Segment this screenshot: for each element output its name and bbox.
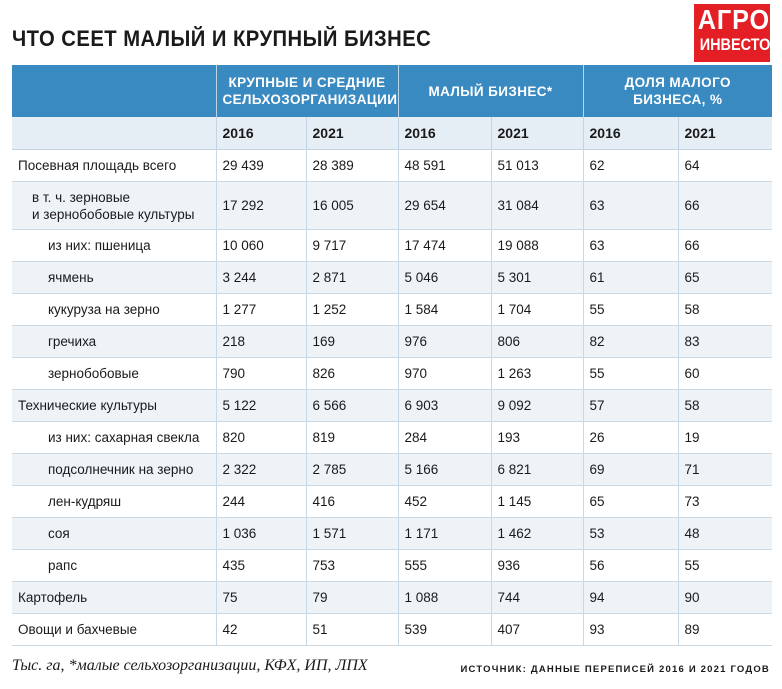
- row-label: Картофель: [12, 582, 216, 614]
- value-cell: 31 084: [491, 182, 583, 230]
- value-cell: 790: [216, 358, 306, 390]
- value-cell: 1 036: [216, 518, 306, 550]
- value-cell: 65: [678, 262, 772, 294]
- year-cell: 2016: [583, 117, 678, 150]
- value-cell: 244: [216, 486, 306, 518]
- year-cell: 2016: [216, 117, 306, 150]
- value-cell: 90: [678, 582, 772, 614]
- value-cell: 284: [398, 422, 491, 454]
- value-cell: 435: [216, 550, 306, 582]
- row-label: гречиха: [12, 326, 216, 358]
- value-cell: 64: [678, 150, 772, 182]
- value-cell: 806: [491, 326, 583, 358]
- value-cell: 753: [306, 550, 398, 582]
- value-cell: 970: [398, 358, 491, 390]
- row-label: кукуруза на зерно: [12, 294, 216, 326]
- table-row: [12, 582, 772, 614]
- table-row: [12, 262, 772, 294]
- table-row: [12, 230, 772, 262]
- row-label: соя: [12, 518, 216, 550]
- table-row: [12, 182, 772, 230]
- value-cell: 2 322: [216, 454, 306, 486]
- value-cell: 539: [398, 614, 491, 646]
- year-cell: 2021: [491, 117, 583, 150]
- value-cell: 17 292: [216, 182, 306, 230]
- value-cell: 19 088: [491, 230, 583, 262]
- value-cell: 744: [491, 582, 583, 614]
- source-note: ИСТОЧНИК: ДАННЫЕ ПЕРЕПИСЕЙ 2016 И 2021 ГОДОВ: [460, 664, 770, 675]
- value-cell: 820: [216, 422, 306, 454]
- value-cell: 1 571: [306, 518, 398, 550]
- value-cell: 16 005: [306, 182, 398, 230]
- value-cell: 51: [306, 614, 398, 646]
- data-table: [12, 65, 772, 646]
- value-cell: 1 462: [491, 518, 583, 550]
- value-cell: 63: [583, 182, 678, 230]
- value-cell: 53: [583, 518, 678, 550]
- table-row: [12, 294, 772, 326]
- value-cell: 976: [398, 326, 491, 358]
- value-cell: 5 301: [491, 262, 583, 294]
- value-cell: 169: [306, 326, 398, 358]
- value-cell: 6 821: [491, 454, 583, 486]
- years-row: [12, 117, 772, 150]
- table-row: [12, 422, 772, 454]
- value-cell: 48: [678, 518, 772, 550]
- value-cell: 9 092: [491, 390, 583, 422]
- value-cell: 1 088: [398, 582, 491, 614]
- row-label: Технические культуры: [12, 390, 216, 422]
- page-title: ЧТО СЕЕТ МАЛЫЙ И КРУПНЫЙ БИЗНЕС: [12, 26, 432, 51]
- row-label: Посевная площадь всего: [12, 150, 216, 182]
- year-cell: 2016: [398, 117, 491, 150]
- value-cell: 58: [678, 294, 772, 326]
- value-cell: 63: [583, 230, 678, 262]
- row-label: в т. ч. зерновые и зернобобовые культуры: [12, 182, 216, 230]
- value-cell: 1 584: [398, 294, 491, 326]
- value-cell: 55: [583, 294, 678, 326]
- row-label: подсолнечник на зерно: [12, 454, 216, 486]
- table-row: [12, 614, 772, 646]
- value-cell: 48 591: [398, 150, 491, 182]
- value-cell: 89: [678, 614, 772, 646]
- value-cell: 83: [678, 326, 772, 358]
- value-cell: 61: [583, 262, 678, 294]
- value-cell: 58: [678, 390, 772, 422]
- value-cell: 66: [678, 182, 772, 230]
- value-cell: 73: [678, 486, 772, 518]
- value-cell: 407: [491, 614, 583, 646]
- value-cell: 69: [583, 454, 678, 486]
- value-cell: 19: [678, 422, 772, 454]
- value-cell: 71: [678, 454, 772, 486]
- value-cell: 826: [306, 358, 398, 390]
- row-label: зернобобовые: [12, 358, 216, 390]
- table-row: [12, 358, 772, 390]
- value-cell: 1 171: [398, 518, 491, 550]
- year-cell: 2021: [306, 117, 398, 150]
- value-cell: 6 903: [398, 390, 491, 422]
- table-row: [12, 150, 772, 182]
- row-label: из них: сахарная свекла: [12, 422, 216, 454]
- row-label: рапс: [12, 550, 216, 582]
- value-cell: 79: [306, 582, 398, 614]
- value-cell: 452: [398, 486, 491, 518]
- value-cell: 555: [398, 550, 491, 582]
- value-cell: 56: [583, 550, 678, 582]
- value-cell: 51 013: [491, 150, 583, 182]
- row-label: ячмень: [12, 262, 216, 294]
- value-cell: 26: [583, 422, 678, 454]
- table-row: [12, 518, 772, 550]
- value-cell: 66: [678, 230, 772, 262]
- value-cell: 5 166: [398, 454, 491, 486]
- value-cell: 819: [306, 422, 398, 454]
- value-cell: 5 046: [398, 262, 491, 294]
- value-cell: 65: [583, 486, 678, 518]
- header-blank: [12, 65, 216, 117]
- value-cell: 75: [216, 582, 306, 614]
- value-cell: 62: [583, 150, 678, 182]
- header-small-business: МАЛЫЙ БИЗНЕС*: [398, 65, 583, 117]
- value-cell: 3 244: [216, 262, 306, 294]
- header-large-orgs: КРУПНЫЕ И СРЕДНИЕ СЕЛЬХОЗОРГАНИЗАЦИИ: [216, 65, 398, 117]
- row-label: из них: пшеница: [12, 230, 216, 262]
- units-note: Тыс. га, *малые сельхозорганизации, КФХ, ИП, ЛПХ: [12, 657, 368, 674]
- value-cell: 218: [216, 326, 306, 358]
- value-cell: 55: [583, 358, 678, 390]
- value-cell: 55: [678, 550, 772, 582]
- value-cell: 28 389: [306, 150, 398, 182]
- value-cell: 60: [678, 358, 772, 390]
- value-cell: 416: [306, 486, 398, 518]
- value-cell: 1 252: [306, 294, 398, 326]
- row-label: Овощи и бахчевые: [12, 614, 216, 646]
- value-cell: 10 060: [216, 230, 306, 262]
- value-cell: 29 654: [398, 182, 491, 230]
- value-cell: 936: [491, 550, 583, 582]
- value-cell: 2 871: [306, 262, 398, 294]
- table-row: [12, 454, 772, 486]
- row-label: лен-кудряш: [12, 486, 216, 518]
- logo-line-1: АГРО: [697, 4, 770, 35]
- table-row: [12, 326, 772, 358]
- value-cell: 82: [583, 326, 678, 358]
- value-cell: 5 122: [216, 390, 306, 422]
- table-row: [12, 550, 772, 582]
- value-cell: 193: [491, 422, 583, 454]
- value-cell: 1 145: [491, 486, 583, 518]
- value-cell: 42: [216, 614, 306, 646]
- year-cell: 2021: [678, 117, 772, 150]
- value-cell: 57: [583, 390, 678, 422]
- value-cell: 93: [583, 614, 678, 646]
- table-row: [12, 486, 772, 518]
- value-cell: 9 717: [306, 230, 398, 262]
- value-cell: 1 263: [491, 358, 583, 390]
- agroinvestor-logo: [694, 4, 781, 62]
- years-blank: [12, 117, 216, 150]
- value-cell: 1 704: [491, 294, 583, 326]
- logo-line-2: ИНВЕСТОР: [699, 35, 781, 54]
- value-cell: 94: [583, 582, 678, 614]
- header-small-share: ДОЛЯ МАЛОГО БИЗНЕСА, %: [583, 65, 772, 117]
- table-row: [12, 390, 772, 422]
- header-row: [12, 65, 772, 117]
- value-cell: 1 277: [216, 294, 306, 326]
- value-cell: 17 474: [398, 230, 491, 262]
- value-cell: 6 566: [306, 390, 398, 422]
- value-cell: 29 439: [216, 150, 306, 182]
- value-cell: 2 785: [306, 454, 398, 486]
